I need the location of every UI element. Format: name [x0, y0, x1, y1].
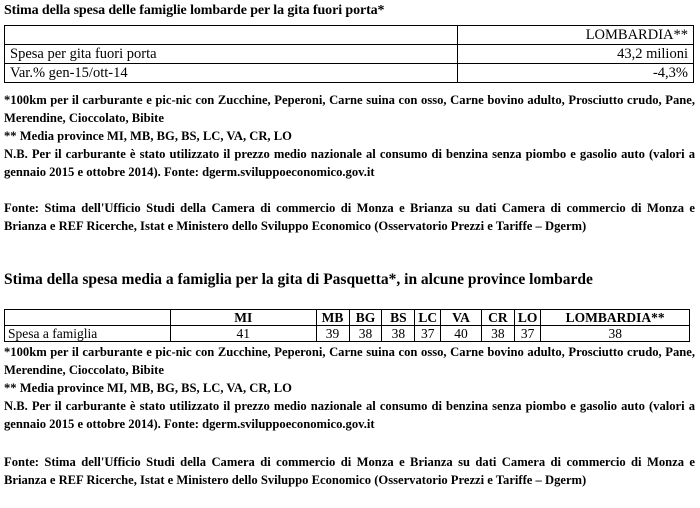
value-lombardia: 38 — [541, 326, 690, 342]
row-label: Var.% gen-15/ott-14 — [5, 64, 458, 83]
table-row — [5, 64, 694, 83]
section1-footnote-fuel: *100km per il carburante e pic-nic con Zucchine, Peperoni, Carne suina con osso, Carne bovino adulto, Prosciutto crudo, Pane, Merendine, Cioccolato, Bibite — [4, 93, 695, 125]
section2-footnote-provinces: ** Media province MI, MB, BG, BS, LC, VA, CR, LO — [4, 381, 292, 395]
table-row — [5, 45, 694, 64]
section1-footnote-provinces: ** Media province MI, MB, BG, BS, LC, VA, CR, LO — [4, 129, 292, 143]
section2-title: Stima della spesa media a famiglia per la gita di Pasquetta*, in alcune province lombarde — [4, 271, 593, 288]
value-va: 40 — [441, 326, 482, 342]
section1-title: Stima della spesa delle famiglie lombarde per la gita fuori porta* — [4, 3, 385, 18]
section2-footnote-fuel: *100km per il carburante e pic-nic con Zucchine, Peperoni, Carne suina con osso, Carne bovino adulto, Prosciutto crudo, Pane, Merendine, Cioccolato, Bibite — [4, 345, 695, 377]
lombardia-header: LOMBARDIA** — [458, 26, 694, 45]
section1-source: Fonte: Stima dell'Ufficio Studi della Camera di commercio di Monza e Brianza su dati Camera di commercio di Monza e Brianza e REF Ricerche, Istat e Ministero dello Sviluppo Economico (Osservatorio Prezzi e Tariffe – Dgerm) — [4, 201, 695, 233]
header-cr: CR — [481, 310, 514, 326]
section1-nb-note: N.B. Per il carburante è stato utilizzato il prezzo medio nazionale al consumo di benzina senza piombo e gasolio auto (valori a gennaio 2015 e ottobre 2014). Fonte: dgerm.sviluppoeconomico.gov.it — [4, 147, 695, 179]
row-value: 43,2 milioni — [458, 45, 694, 64]
lombardia-spending-table — [4, 25, 694, 83]
header-lombardia: LOMBARDIA** — [541, 310, 690, 326]
table-header-row — [5, 310, 690, 326]
table-header-row — [5, 26, 694, 45]
value-bg: 38 — [349, 326, 382, 342]
header-va: VA — [441, 310, 482, 326]
value-bs: 38 — [382, 326, 415, 342]
header-mb: MB — [316, 310, 349, 326]
value-mi: 41 — [170, 326, 316, 342]
row-value: -4,3% — [458, 64, 694, 83]
table-row — [5, 326, 690, 342]
header-bg: BG — [349, 310, 382, 326]
value-cr: 38 — [481, 326, 514, 342]
header-bs: BS — [382, 310, 415, 326]
province-spending-table — [4, 309, 690, 342]
section2-nb-note: N.B. Per il carburante è stato utilizzato il prezzo medio nazionale al consumo di benzina senza piombo e gasolio auto (valori a gennaio 2015 e ottobre 2014). Fonte: dgerm.sviluppoeconomico.gov.it — [4, 399, 695, 431]
row-label: Spesa per gita fuori porta — [5, 45, 458, 64]
row-label: Spesa a famiglia — [5, 326, 171, 342]
empty-header-cell — [5, 26, 458, 45]
header-lo: LO — [514, 310, 541, 326]
header-mi: MI — [170, 310, 316, 326]
empty-header-cell — [5, 310, 171, 326]
section2-source: Fonte: Stima dell'Ufficio Studi della Camera di commercio di Monza e Brianza su dati Camera di commercio di Monza e Brianza e REF Ricerche, Istat e Ministero dello Sviluppo Economico (Osservatorio Prezzi e Tariffe – Dgerm) — [4, 455, 695, 487]
value-mb: 39 — [316, 326, 349, 342]
value-lc: 37 — [415, 326, 441, 342]
value-lo: 37 — [514, 326, 541, 342]
header-lc: LC — [415, 310, 441, 326]
